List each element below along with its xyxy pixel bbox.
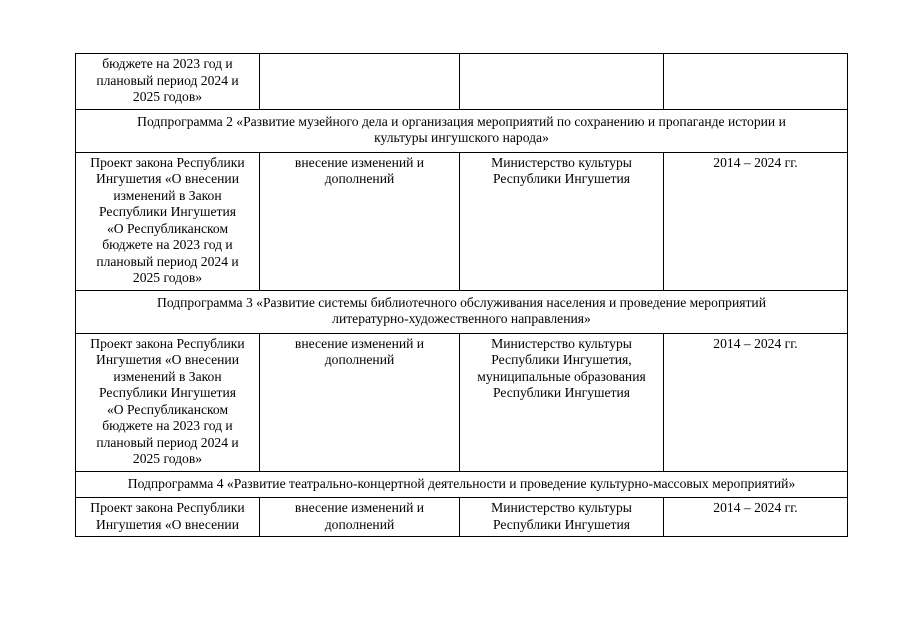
- period-cell: 2014 – 2024 гг.: [664, 498, 848, 537]
- table-row: [76, 333, 848, 471]
- action-cell: внесение изменений и дополнений: [260, 152, 460, 290]
- table-row: [76, 54, 848, 110]
- project-cell: Проект закона Республики Ингушетия «О внесении изменений в Закон Республики Ингушетия «О Республиканском бюджете на 2023 год и плановый период 2024 и 2025 годов»: [76, 152, 260, 290]
- responsible-cell: Министерство культуры Республики Ингушетия, муниципальные образования Республики Ингушетия: [460, 333, 664, 471]
- subprogram-3-title: Подпрограмма 3 «Развитие системы библиотечного обслуживания населения и проведение мероприятий литературно-художественного направления»: [76, 290, 848, 333]
- period-cell: 2014 – 2024 гг.: [664, 152, 848, 290]
- responsible-cell: [460, 54, 664, 110]
- period-cell: [664, 54, 848, 110]
- project-cell: Проект закона Республики Ингушетия «О внесении: [76, 498, 260, 537]
- measures-table: [75, 53, 848, 537]
- action-cell: внесение изменений и дополнений: [260, 498, 460, 537]
- responsible-cell: Министерство культуры Республики Ингушетия: [460, 498, 664, 537]
- subprogram-2-title: Подпрограмма 2 «Развитие музейного дела и организация мероприятий по сохранению и пропаганде истории и культуры ингушского народа»: [76, 109, 848, 152]
- project-cell: бюджете на 2023 год и плановый период 2024 и 2025 годов»: [76, 54, 260, 110]
- table-row: [76, 152, 848, 290]
- responsible-cell: Министерство культуры Республики Ингушетия: [460, 152, 664, 290]
- table-row: [76, 498, 848, 537]
- action-cell: внесение изменений и дополнений: [260, 333, 460, 471]
- project-cell: Проект закона Республики Ингушетия «О внесении изменений в Закон Республики Ингушетия «О Республиканском бюджете на 2023 год и плановый период 2024 и 2025 годов»: [76, 333, 260, 471]
- subprogram-4-title: Подпрограмма 4 «Развитие театрально-концертной деятельности и проведение культурно-массовых мероприятий»: [76, 471, 848, 498]
- period-cell: 2014 – 2024 гг.: [664, 333, 848, 471]
- action-cell: [260, 54, 460, 110]
- subprogram-row: [76, 290, 848, 333]
- subprogram-row: [76, 109, 848, 152]
- subprogram-row: [76, 471, 848, 498]
